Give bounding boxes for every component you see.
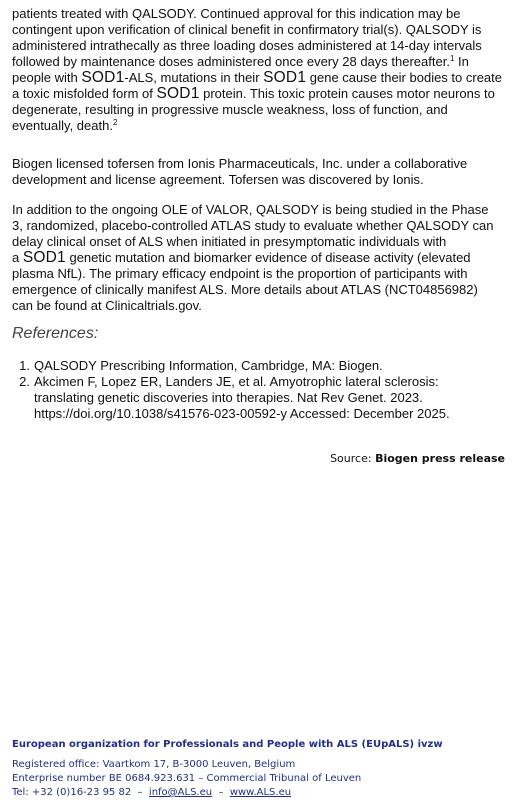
separator: – <box>212 787 230 798</box>
footer-enterprise: Enterprise number BE 0684.923.631 – Commercial Tribunal of Leuven <box>12 773 362 784</box>
footer-tel: Tel: +32 (0)16-23 95 82 <box>12 787 132 798</box>
gene-name: SOD1 <box>263 69 307 86</box>
reference-item <box>12 358 512 374</box>
text-line: emergence of clinically manifest ALS. More details about ATLAS (NCT04856982) <box>12 282 478 297</box>
reference-text <box>34 374 512 422</box>
text-fragment: gene cause their bodies to create <box>306 70 503 85</box>
text-line: plasma NfL). The primary efficacy endpoint is the proportion of participants with <box>12 266 468 281</box>
text-line <box>12 118 514 134</box>
text-fragment: people with <box>12 70 82 85</box>
text-fragment: genetic mutation and biomarker evidence of disease activity (elevated <box>65 250 471 265</box>
text-line: delay clinical onset of ALS when initiated in presymptomatic individuals with <box>12 234 447 249</box>
text-line <box>12 86 514 102</box>
paragraph-atlas-study <box>12 202 514 314</box>
footer-organization: European organization for Professionals and People with ALS (EUpALS) ivzw <box>12 739 443 750</box>
reference-doi-link[interactable]: https://doi.org/10.1038/s41576-023-00592-y Accessed: December 2025. <box>34 406 450 421</box>
text-line: QALSODY Prescribing Information, Cambridge, MA: Biogen. <box>34 358 383 373</box>
footer <box>12 738 443 800</box>
references-heading: References: <box>12 325 99 342</box>
text-fragment: followed by maintenance doses administered once every 28 days thereafter. <box>12 54 450 69</box>
footer-office: Registered office: Vaartkom 17, B-3000 Leuven, Belgium <box>12 759 296 770</box>
text-fragment: eventually, death. <box>12 118 113 133</box>
text-line: patients treated with QALSODY. Continued approval for this indication may be <box>12 6 461 21</box>
gene-name: SOD1 <box>81 69 125 86</box>
text-line: administered intrathecally as three loading doses administered at 14-day intervals <box>12 38 482 53</box>
reference-number: 1. <box>19 358 30 373</box>
text-line <box>12 54 514 70</box>
references-list <box>12 358 512 422</box>
footnote-ref-2: 2 <box>112 118 118 127</box>
text-fragment: In <box>454 54 469 69</box>
text-line <box>12 70 514 86</box>
text-line: 3, randomized, placebo-controlled ATLAS study to evaluate whether QALSODY can <box>12 218 494 233</box>
text-fragment: protein. This toxic protein causes motor neurons to <box>199 86 495 101</box>
footer-contact <box>12 786 443 800</box>
text-line <box>12 250 514 266</box>
paragraph-license <box>12 156 514 188</box>
gene-name: SOD1 <box>156 85 200 102</box>
text-line: degenerate, resulting in progressive muscle weakness, loss of function, and <box>12 102 448 117</box>
source-value: Biogen press release <box>375 452 505 465</box>
text-line: Biogen licensed tofersen from Ionis Pharmaceuticals, Inc. under a collaborative <box>12 156 468 171</box>
source-label: Source: <box>330 452 376 465</box>
text-fragment: -ALS, mutations in their <box>124 70 264 85</box>
text-line: Akcimen F, Lopez ER, Landers JE, et al. Amyotrophic lateral sclerosis: <box>34 374 439 389</box>
separator: – <box>131 787 149 798</box>
reference-item <box>12 374 512 422</box>
footnote-ref-1: 1 <box>449 54 455 63</box>
footer-email-link[interactable]: info@ALS.eu <box>148 787 213 798</box>
gene-name: SOD1 <box>22 249 66 266</box>
text-line: contingent upon verification of clinical benefit in confirmatory trial(s). QALSODY is <box>12 22 482 37</box>
reference-text <box>34 358 512 374</box>
text-fragment: a toxic misfolded form of <box>12 86 157 101</box>
source-attribution <box>330 452 505 465</box>
reference-number: 2. <box>19 374 30 389</box>
paragraph-qalsody-approval <box>12 6 514 134</box>
text-line: In addition to the ongoing OLE of VALOR, QALSODY is being studied in the Phase <box>12 202 489 217</box>
footer-website-link[interactable]: www.ALS.eu <box>229 787 292 798</box>
text-line: can be found at Clinicaltrials.gov. <box>12 298 202 313</box>
text-line: translating genetic discoveries into therapies. Nat Rev Genet. 2023. <box>34 390 423 405</box>
text-fragment: a <box>12 250 23 265</box>
text-line: development and license agreement. Tofersen was discovered by Ionis. <box>12 172 424 187</box>
